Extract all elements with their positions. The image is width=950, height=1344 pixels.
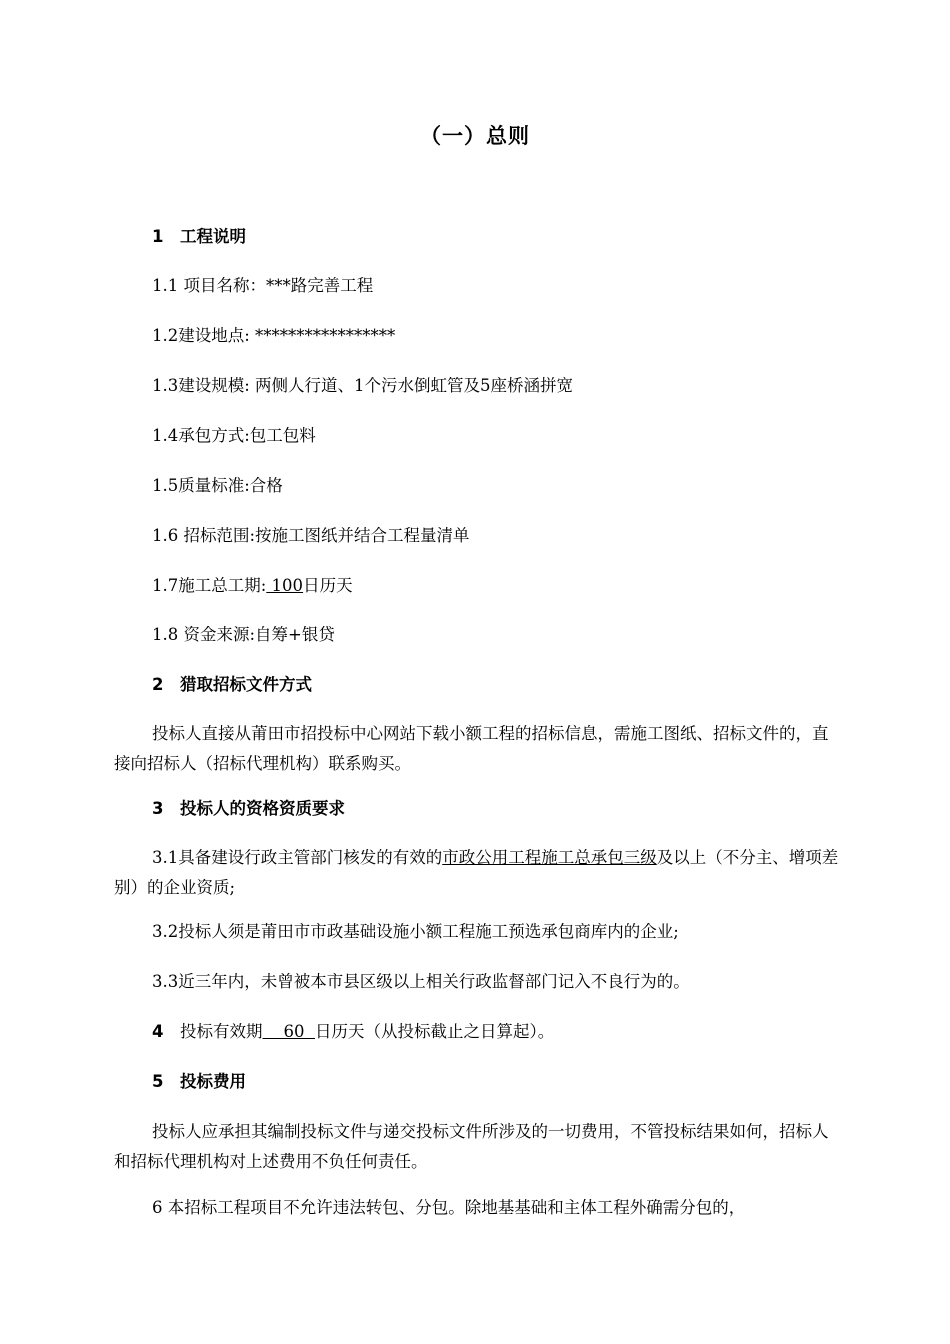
- section-heading-text: 投标费用: [180, 1072, 246, 1091]
- item-1-7: [152, 574, 353, 598]
- item-1-1: 1.1 项目名称：***路完善工程: [152, 276, 374, 295]
- section-number: 4: [152, 1022, 164, 1041]
- item-3-1-suffix: 及以上（不分主、增项差别）的企业资质;: [114, 848, 839, 897]
- item-3-1: [114, 843, 840, 903]
- section-1-heading: [152, 225, 246, 249]
- construction-period-value: 100: [266, 576, 304, 595]
- section-2-paragraph: 投标人直接从莆田市招投标中心网站下载小额工程的招标信息，需施工图纸、招标文件的，直接向招标人（招标代理机构）联系购买。: [114, 724, 829, 773]
- item-3-1-text: 3.1具备建设行政主管部门核发的有效的: [152, 848, 443, 867]
- page-title: （一）总则: [420, 124, 530, 148]
- item-1-7-label: 1.7施工总工期:: [152, 576, 267, 595]
- validity-unit: 日历天（从投标截止之日算起）。: [314, 1022, 555, 1041]
- qualification-requirement: 市政公用工程施工总承包三级: [442, 848, 657, 867]
- section-number: 5: [152, 1072, 164, 1091]
- section-heading-text: 工程说明: [180, 227, 246, 246]
- section-number: 2: [152, 675, 164, 694]
- section-2-heading: [152, 673, 312, 697]
- item-1-8: 1.8 资金来源:自筹+银贷: [152, 625, 335, 644]
- section-4-line: [152, 1020, 554, 1044]
- item-1-3: 1.3建设规模: 两侧人行道、1个污水倒虹管及5座桥涵拼宽: [152, 376, 574, 395]
- item-1-5: 1.5质量标准:合格: [152, 476, 283, 495]
- section-6-line: 6 本招标工程项目不允许违法转包、分包。除地基基础和主体工程外确需分包的，: [152, 1198, 746, 1217]
- item-1-4: 1.4承包方式:包工包料: [152, 426, 316, 445]
- validity-days-value: 60: [262, 1022, 315, 1041]
- section-number: 3: [152, 799, 164, 818]
- item-3-3: 3.3近三年内，未曾被本市县区级以上相关行政监督部门记入不良行为的。: [152, 972, 690, 991]
- section-heading-text: 投标人的资格资质要求: [180, 799, 345, 818]
- section-5-paragraph: 投标人应承担其编制投标文件与递交投标文件所涉及的一切费用，不管投标结果如何，招标人和招标代理机构对上述费用不负任何责任。: [114, 1122, 829, 1171]
- section-5-heading: [152, 1070, 246, 1094]
- item-1-7-unit: 日历天: [303, 576, 353, 595]
- section-heading-text: 猎取招标文件方式: [180, 675, 312, 694]
- section-3-heading: [152, 797, 345, 821]
- item-1-2: 1.2建设地点: *****************: [152, 326, 396, 345]
- validity-label: 投标有效期: [180, 1022, 263, 1041]
- item-3-2: 3.2投标人须是莆田市市政基础设施小额工程施工预选承包商库内的企业;: [152, 922, 679, 941]
- item-1-6: 1.6 招标范围:按施工图纸并结合工程量清单: [152, 526, 470, 545]
- section-number: 1: [152, 227, 164, 246]
